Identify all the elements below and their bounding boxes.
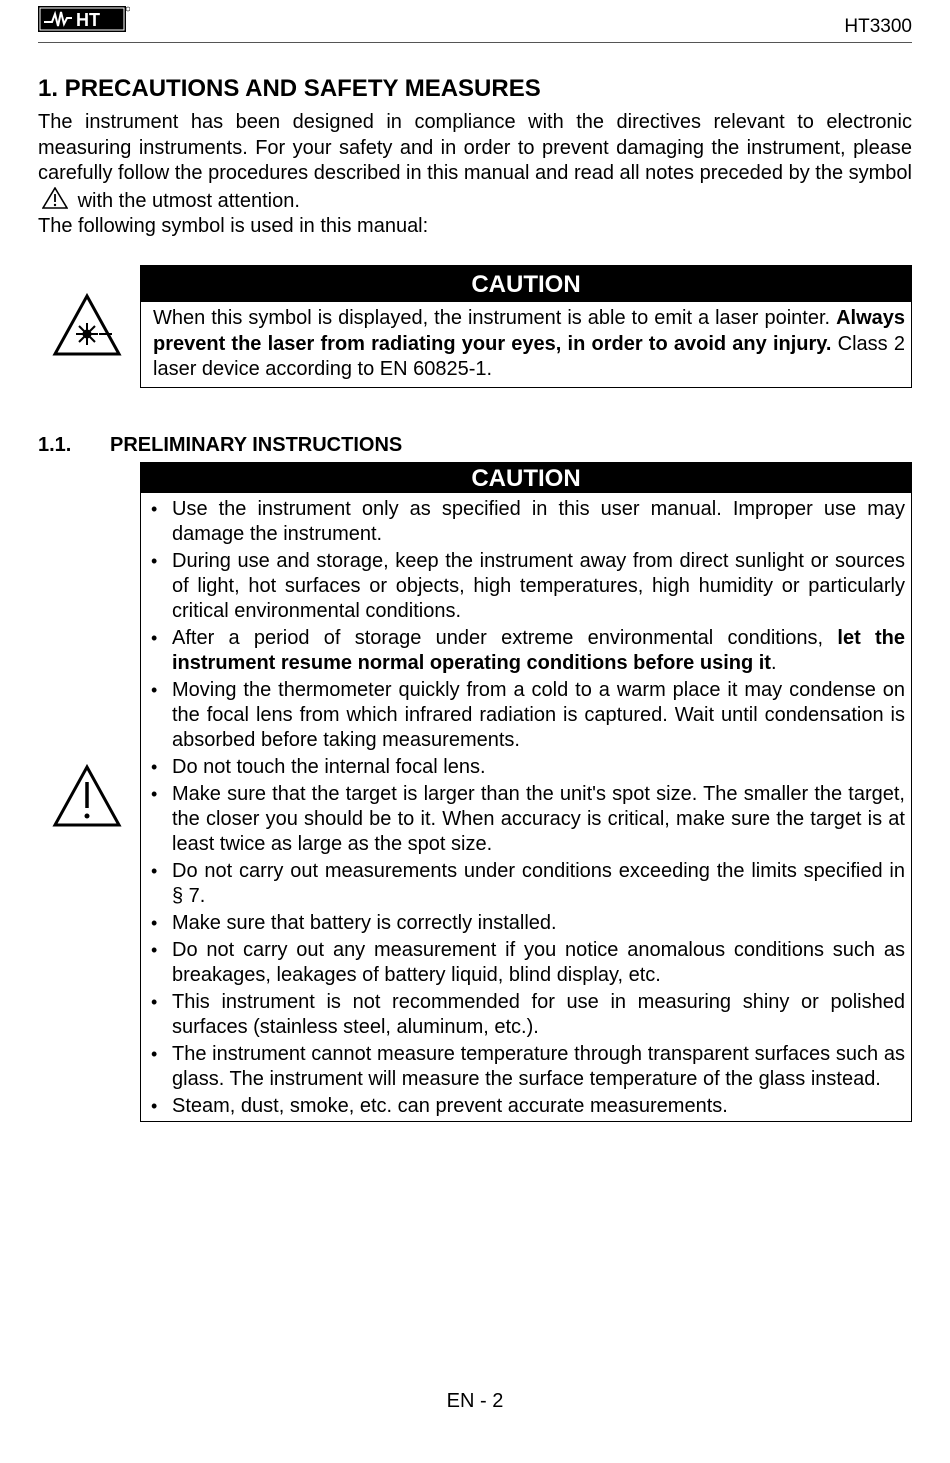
page-header: [38, 0, 912, 43]
caution-heading: CAUTION: [140, 462, 912, 493]
subsection-number: 1.1.: [38, 433, 72, 456]
laser-caution-box: [140, 265, 912, 388]
model-number: HT3300: [844, 16, 912, 37]
subsection-label: PRELIMINARY INSTRUCTIONS: [110, 433, 403, 456]
ht-logo: [38, 6, 130, 32]
laser-text-class: Class 2 laser device according to EN 60825-1.: [153, 332, 905, 380]
list-item: • During use and storage, keep the instrument away from direct sunlight or sources of light, hot surfaces or objects, high temperatures, high humidity or particularly critical environmental conditions.: [147, 549, 905, 624]
svg-text:HT: HT: [76, 10, 100, 30]
caution-list: [147, 497, 905, 1119]
list-item: • Make sure that the target is larger than the unit's spot size. The smaller the target, the closer you should be to it. When accuracy is critical, make sure the target is at least twice as large as the spot size.: [147, 782, 905, 857]
list-item: • Do not carry out any measurement if you notice anomalous conditions such as breakages, leakages of battery liquid, blind display, etc.: [147, 938, 905, 988]
intro-paragraph: [38, 110, 912, 214]
list-item-text: After a period of storage under extreme environmental conditions,: [172, 626, 824, 649]
warning-triangle-icon: [52, 764, 122, 828]
subsection-title: [38, 432, 912, 458]
laser-text-plain: When this symbol is displayed, the instrument is able to emit a laser pointer.: [153, 307, 831, 329]
list-item: • Do not touch the internal focal lens.: [147, 755, 905, 780]
intro-text-before: The instrument has been designed in compliance with the directives relevant to electronic measuring instruments. For your safety and in order to prevent damaging the instrument, please carefully follow the procedures described in this manual and read all notes preceded by the symbol: [38, 111, 912, 184]
warning-triangle-icon: [42, 187, 68, 209]
section-title: 1. PRECAUTIONS AND SAFETY MEASURES: [38, 75, 541, 102]
list-item: • Moving the thermometer quickly from a cold to a warm place it may condense on the focal lens from which infrared radiation is captured. Wait until condensation is absorbed before taking measurements.: [147, 678, 905, 753]
intro-text-after: with the utmost attention.: [77, 189, 300, 212]
list-item: • Steam, dust, smoke, etc. can prevent accurate measurements.: [147, 1094, 905, 1119]
list-item: [147, 626, 905, 676]
list-item: • Make sure that battery is correctly installed.: [147, 911, 905, 936]
caution-heading: CAUTION: [140, 265, 912, 302]
laser-text-bold: Always prevent the laser from radiating your eyes, in order to avoid any injury.: [153, 307, 905, 355]
list-item: • This instrument is not recommended for use in measuring shiny or polished surfaces (stainless steel, aluminum, etc.).: [147, 990, 905, 1040]
page-number: EN - 2: [446, 1390, 504, 1412]
caution-list-container: [140, 493, 912, 1122]
preliminary-caution-box: [140, 462, 912, 1122]
list-item: • The instrument cannot measure temperature through transparent surfaces such as glass. The instrument will measure the surface temperature of the glass instead.: [147, 1042, 905, 1092]
list-item-text: .: [770, 651, 777, 674]
laser-warning-icon: [52, 293, 122, 357]
list-item: • Use the instrument only as specified in this user manual. Improper use may damage the instrument.: [147, 497, 905, 547]
list-item-bold: let the instrument resume normal operating conditions before using it: [172, 626, 906, 674]
laser-caution-text: [140, 302, 912, 388]
symbol-intro-line: The following symbol is used in this manual:: [38, 215, 429, 237]
page-content: [38, 72, 912, 1122]
list-item: • Do not carry out measurements under conditions exceeding the limits specified in § 7.: [147, 859, 905, 909]
